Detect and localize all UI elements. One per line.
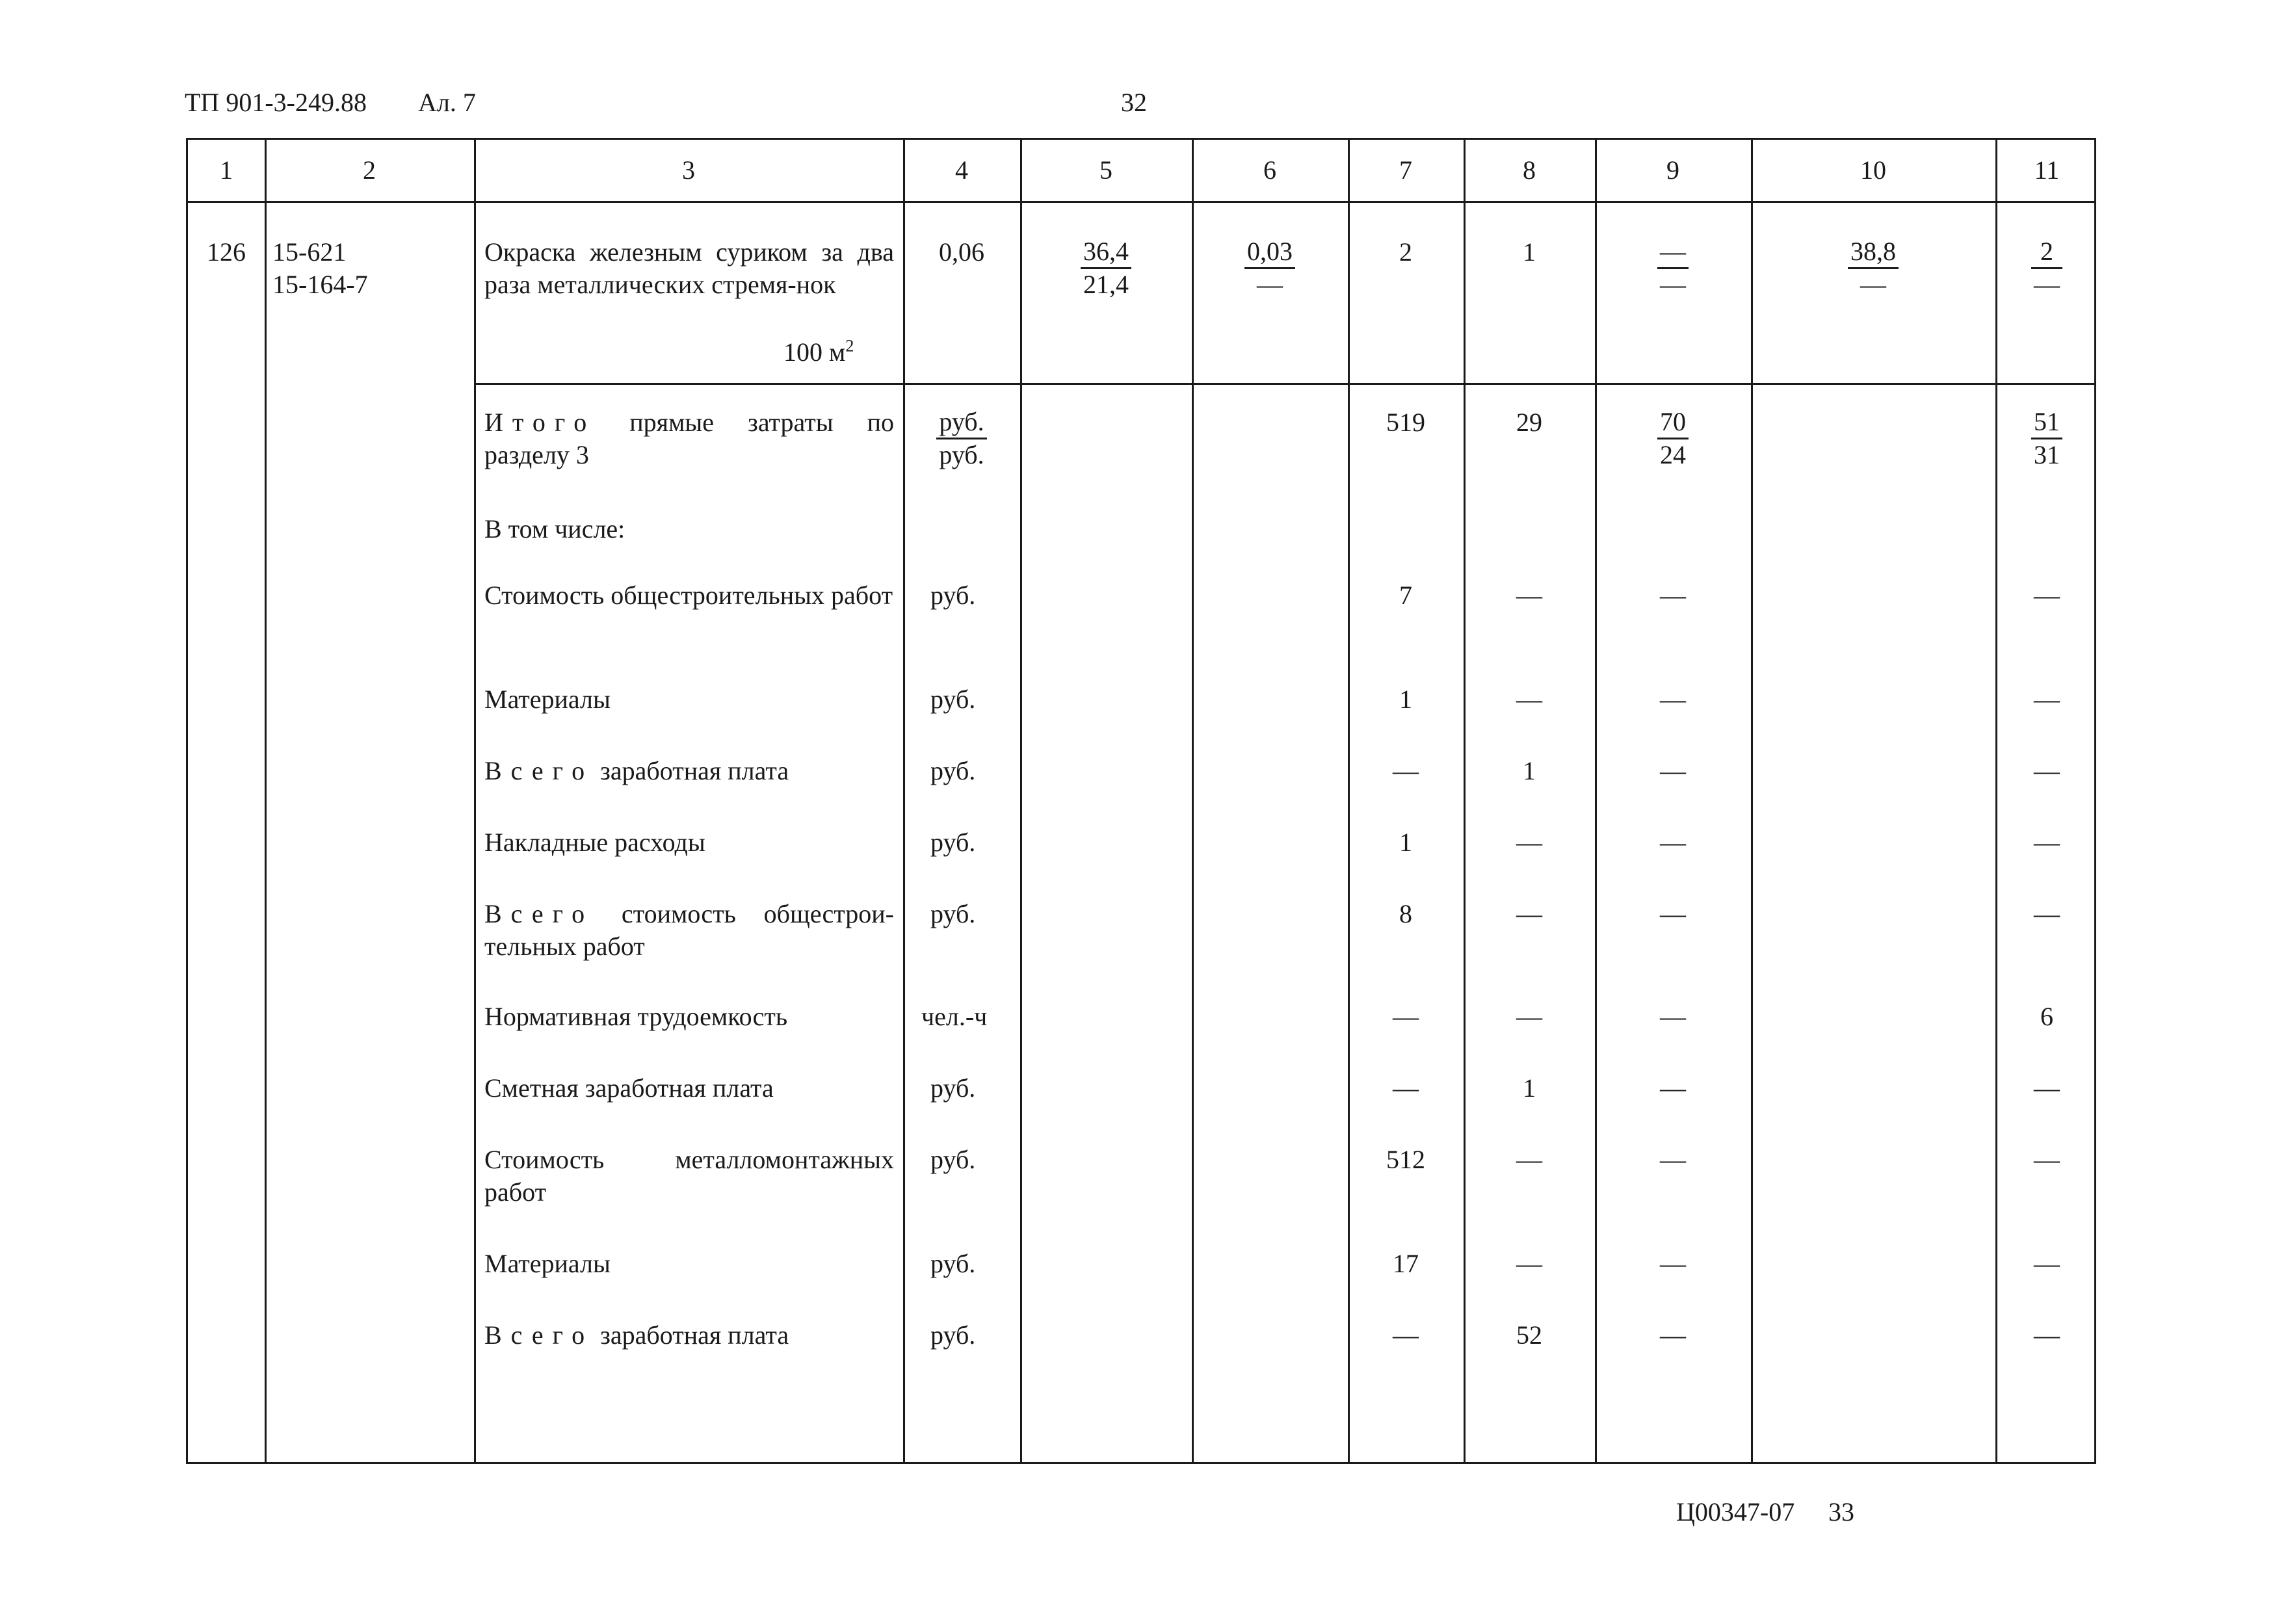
row-label: Стоимость металломонтажных работ	[484, 1145, 894, 1207]
column-number: 4	[955, 155, 968, 185]
row-col7: —	[1393, 1002, 1419, 1031]
item-row-divider	[474, 383, 2094, 385]
row-label: Сметная заработная плата	[484, 1073, 774, 1103]
row-col8: —	[1516, 899, 1542, 928]
estimate-table	[186, 138, 2096, 1464]
total-label: Итого прямые затраты по разделу 3	[484, 408, 895, 469]
total-col8: 29	[1516, 408, 1542, 437]
row-label: Материалы	[484, 1249, 611, 1278]
row-col11: —	[2034, 581, 2060, 610]
column-number: 6	[1263, 155, 1276, 185]
document-code: ТП 901-3-249.88	[185, 88, 367, 117]
row-col11: —	[2034, 899, 2060, 928]
row-col9: —	[1660, 1002, 1686, 1031]
column-number: 11	[2034, 155, 2060, 185]
row-col11: —	[2034, 685, 2060, 714]
row-col8: 1	[1523, 1073, 1536, 1103]
row-unit: руб.	[930, 685, 976, 714]
row-col11: —	[2034, 1073, 2060, 1103]
row-unit: руб.	[930, 899, 976, 928]
item-col11: $\frac{2}{—}$	[1995, 236, 2098, 301]
total-col11: $\frac{51}{31}$	[1995, 406, 2098, 471]
row-col9: —	[1660, 1249, 1686, 1278]
row-label: Материалы	[484, 685, 611, 714]
row-col7: 1	[1399, 828, 1412, 857]
row-col9: —	[1660, 685, 1686, 714]
row-col7: 7	[1399, 581, 1412, 610]
item-col6: $\frac{0,03}{—}$	[1192, 236, 1348, 301]
breakdown-row	[188, 1072, 2094, 1111]
row-col7: —	[1393, 1073, 1419, 1103]
total-col7: 519	[1386, 408, 1425, 437]
row-col8: 52	[1516, 1320, 1542, 1350]
row-col8: —	[1516, 581, 1542, 610]
item-col8: 1	[1523, 237, 1536, 267]
column-number: 7	[1399, 155, 1412, 185]
row-col9: —	[1660, 899, 1686, 928]
column-number: 9	[1666, 155, 1679, 185]
row-col9: —	[1660, 1320, 1686, 1350]
item-number: 126	[207, 237, 246, 267]
row-col8: —	[1516, 1249, 1542, 1278]
row-unit: руб.	[930, 1320, 976, 1350]
row-label: Стоимость общестроительных работ	[484, 581, 893, 610]
row-label: Всего стоимость общестрои-тельных работ	[484, 899, 894, 961]
item-unit: 100 $м^2$	[783, 336, 854, 367]
row-col8: —	[1516, 685, 1542, 714]
row-col8: —	[1516, 828, 1542, 857]
row-label: Накладные расходы	[484, 828, 705, 857]
header-row-divider	[188, 201, 2094, 203]
column-number: 8	[1523, 155, 1536, 185]
row-col9: —	[1660, 828, 1686, 857]
footer-page-number: 33	[1828, 1497, 1854, 1526]
breakdown-row	[188, 1144, 2094, 1209]
item-col7: 2	[1399, 237, 1412, 267]
row-col8: 1	[1523, 756, 1536, 785]
item-code: 15-621	[272, 237, 347, 267]
row-unit: чел.-ч	[921, 1002, 988, 1031]
row-col8: —	[1516, 1145, 1542, 1174]
row-col7: —	[1393, 1320, 1419, 1350]
row-col11: —	[2034, 756, 2060, 785]
breakdown-row	[188, 898, 2094, 963]
row-col7: —	[1393, 756, 1419, 785]
row-col7: 8	[1399, 899, 1412, 928]
row-col11: —	[2034, 1145, 2060, 1174]
breakdown-row	[188, 755, 2094, 794]
row-col7: 1	[1399, 685, 1412, 714]
row-unit: руб.	[930, 756, 976, 785]
row-col9: —	[1660, 1145, 1686, 1174]
column-number: 10	[1860, 155, 1886, 185]
item-code: 15-164-7	[272, 270, 368, 299]
row-unit: руб.	[930, 1249, 976, 1278]
row-col11: —	[2034, 828, 2060, 857]
page-number: 32	[1121, 88, 1147, 117]
row-label: Всего заработная плата	[484, 756, 789, 785]
breakdown-row	[188, 826, 2094, 865]
row-col7: 512	[1386, 1145, 1425, 1174]
column-number: 2	[363, 155, 376, 185]
breakdown-row	[188, 1319, 2094, 1358]
column-number: 3	[682, 155, 695, 185]
including-label: В том числе:	[484, 514, 625, 544]
item-col10: $\frac{38,8}{—}$	[1751, 236, 1995, 301]
item-description: Окраска железным суриком за два раза металлических стремя-нок	[484, 237, 894, 299]
row-unit: руб.	[930, 1073, 976, 1103]
row-col11: —	[2034, 1249, 2060, 1278]
row-col9: —	[1660, 581, 1686, 610]
column-number: 5	[1099, 155, 1112, 185]
row-unit: руб.	[930, 828, 976, 857]
row-col11: 6	[2040, 1002, 2053, 1031]
row-col7: 17	[1393, 1249, 1419, 1278]
breakdown-row	[188, 1001, 2094, 1040]
column-number: 1	[220, 155, 233, 185]
row-label: Всего заработная плата	[484, 1320, 789, 1350]
item-col5: $\frac{36,4}{21,4}$	[1020, 236, 1192, 301]
total-unit: $\frac{\text{руб.}}{\text{руб.}}$	[903, 406, 1020, 471]
row-col8: —	[1516, 1002, 1542, 1031]
footer-code: Ц00347-07	[1676, 1497, 1795, 1526]
breakdown-row	[188, 579, 2094, 644]
row-label: Нормативная трудоемкость	[484, 1002, 788, 1031]
row-col11: —	[2034, 1320, 2060, 1350]
row-col9: —	[1660, 756, 1686, 785]
item-col9: $\frac{—}{—}$	[1595, 236, 1751, 301]
item-quantity: 0,06	[939, 237, 984, 267]
breakdown-row	[188, 683, 2094, 722]
album-number: Ал. 7	[418, 88, 476, 117]
row-unit: руб.	[930, 1145, 976, 1174]
row-unit: руб.	[930, 581, 976, 610]
row-col9: —	[1660, 1073, 1686, 1103]
total-col9: $\frac{70}{24}$	[1595, 406, 1751, 471]
breakdown-row	[188, 1248, 2094, 1287]
